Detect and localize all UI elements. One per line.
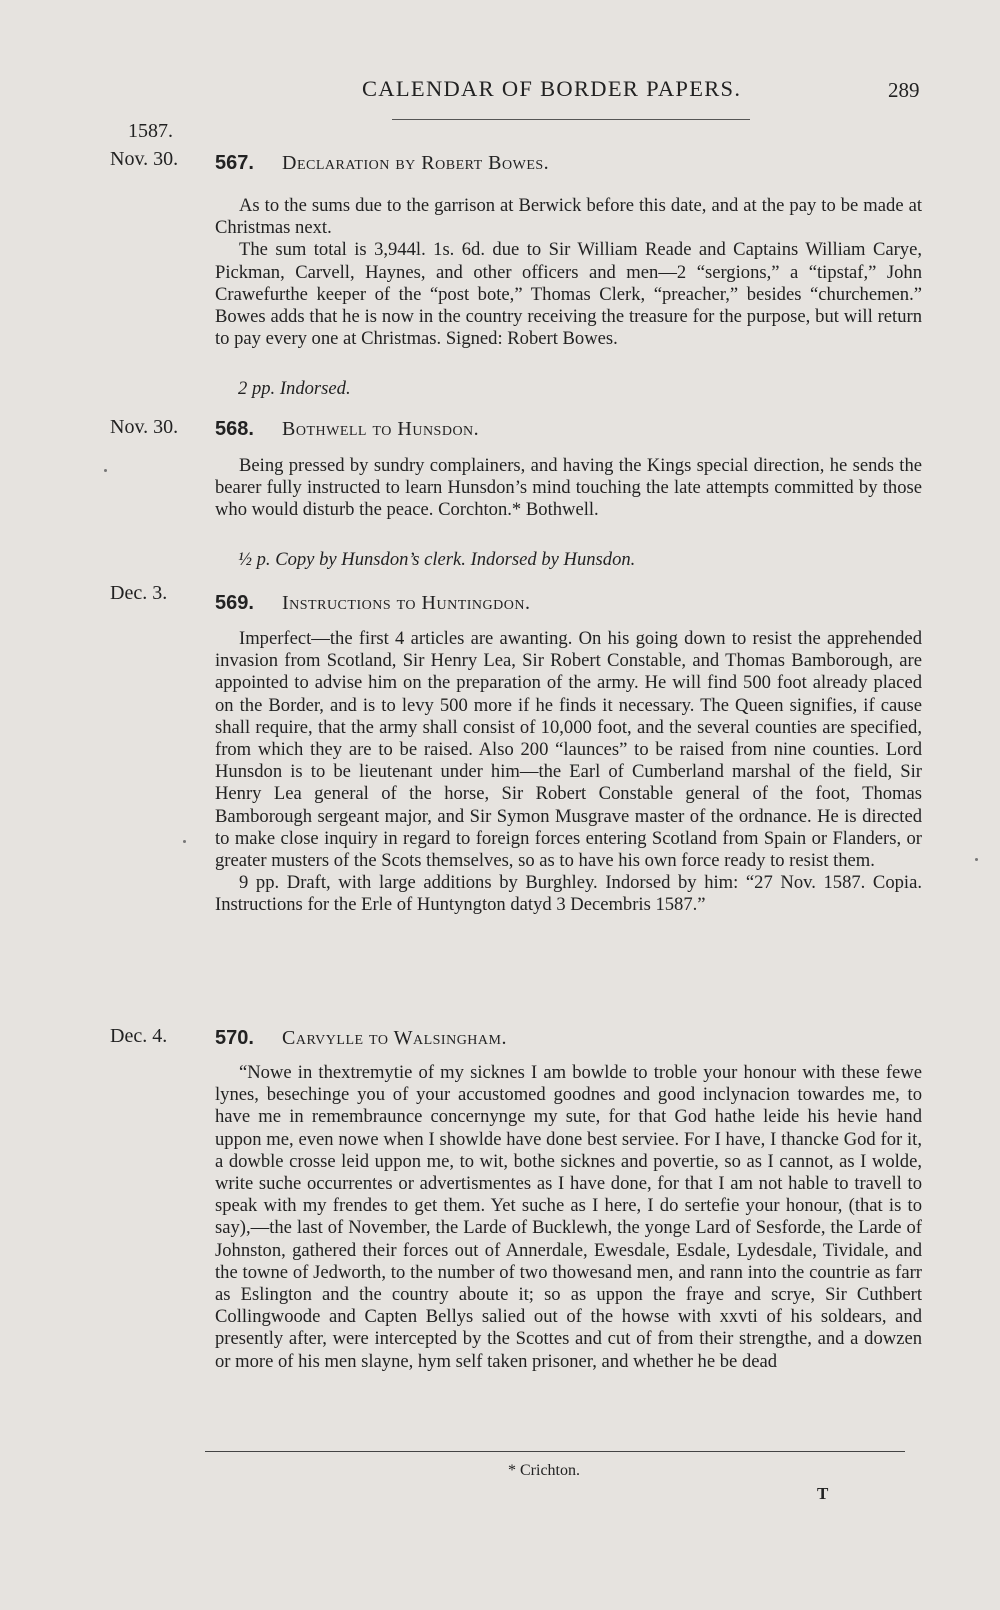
entry-body <box>215 195 922 350</box>
entry-note: ½ p. Copy by Hunsdon’s clerk. Indorsed by Hunsdon. <box>238 549 636 570</box>
page-number: 289 <box>888 78 920 102</box>
entry-body <box>215 1062 922 1373</box>
paragraph: Being pressed by sundry complainers, and having the Kings special direction, he sends the bearer fully instructed to learn Hunsdon’s mind touching the late attempts committed by those who would disturb the peace. Corchton.* Bothwell. <box>215 455 922 521</box>
entry-heading <box>215 152 549 175</box>
entry-title: Bothwell to Hunsdon. <box>282 418 480 440</box>
signature-mark: T <box>817 1484 829 1503</box>
paragraph: As to the sums due to the garrison at Berwick before this date, and at the pay to be made at Christmas next. <box>215 195 922 239</box>
entry-body <box>215 628 922 917</box>
entry-number: 569. <box>215 592 254 614</box>
entry-title: Instructions to Huntingdon. <box>282 592 531 614</box>
entry-note: 2 pp. Indorsed. <box>238 378 351 399</box>
entry-title: Declaration by Robert Bowes. <box>282 152 550 174</box>
entry-body <box>215 455 922 522</box>
entry-heading <box>215 592 530 615</box>
entry-number: 568. <box>215 418 254 440</box>
paragraph: Imperfect—the first 4 articles are awanting. On his going down to resist the apprehended invasion from Scotland, Sir Henry Lea, Sir Robert Constable, and Thomas Bamborough, are appointed to advise him on the preparation of the army. He will find 500 foot already placed on the Border, and is to levy 500 more if he finds it necessary. The Queen signifies, if cause shall require, that the army shall consist of 10,000 foot, and the several counties are specified, from which they are to be raised. Also 200 “launces” to be raised from nine counties. Lord Hunsdon is to be lieutenant under him—the Earl of Cumberland marshal of the field, Sir Henry Lea general of the horse, Sir Robert Constable general of the foot, Thomas Bamborough sergeant major, and Sir Symon Musgrave master of the ordnance. He is directed to make close inquiry in regard to foreign forces entering Scotland from Spain or Flanders, or greater musters of the Scots themselves, so as to have his own force ready to resist them. <box>215 628 922 872</box>
page-speck <box>104 469 107 472</box>
footnote: * Crichton. <box>508 1462 580 1479</box>
paragraph: 9 pp. Draft, with large additions by Burghley. Indorsed by him: “27 Nov. 1587. Copia. Instructions for the Erle of Huntyngton datyd 3 Decembris 1587.” <box>215 872 922 916</box>
paragraph: “Nowe in thextremytie of my sicknes I am bowlde to troble your honour with these fewe lynes, besechinge you of your accustomed goodnes and good inclynacion towardes me, to have me in remembraunce concernynge my sute, for that God hathe leide his hevie hand uppon me, even nowe when I showlde have done best serviee. For I have, I thancke God for it, a dowble crosse leid uppon me, to wit, bothe sicknes and povertie, so as I cannot, as I wolde, write suche occurrentes or advertismentes as I have done, for that I am not hable to travell to speak with my frendes to get them. Yet suche as I here, I do sertefie your honour, (that is to say),—the last of November, the Larde of Bucklewh, the yonge Lard of Sesforde, the Larde of Johnston, gathered their forces out of Annerdale, Ewesdale, Esdale, Lydesdale, Tividale, and the towne of Jedworth, to the number of two thowesand men, and rann into the countrie as farr as Eslington and the country aboute it; so as uppon the fraye and scrye, Sir Cuthbert Collingwoode and Capten Bellys salied out of the howse with xxvti of his soldears, and presently after, were intercepted by the Scottes and cut of from their strengthe, and a dowzen or more of his men slayne, hym self taken prisoner, and whether he be dead <box>215 1062 922 1372</box>
entry-heading <box>215 418 479 441</box>
entry-date: Dec. 4. <box>110 1025 168 1047</box>
entry-title: Carvylle to Walsingham. <box>282 1027 507 1049</box>
entry-date: Nov. 30. <box>110 416 179 438</box>
page-speck <box>975 858 978 861</box>
footnote-rule <box>205 1451 905 1452</box>
entry-number: 570. <box>215 1027 254 1049</box>
running-header: CALENDAR OF BORDER PAPERS. <box>362 76 742 101</box>
entry-date: Dec. 3. <box>110 582 168 604</box>
paragraph: The sum total is 3,944l. 1s. 6d. due to Sir William Reade and Captains William Carye, Pickman, Carvell, Haynes, and other officers and men—2 “sergions,” a “tipstaf,” John Crawefurthe keeper of the “post bote,” Thomas Clerk, “preacher,” besides “churchemen.” Bowes adds that he is now in the country receiving the treasure for the purpose, but will return to pay every one at Christmas. Signed: Robert Bowes. <box>215 239 922 350</box>
entry-heading <box>215 1027 507 1050</box>
margin-year: 1587. <box>128 120 173 142</box>
entry-date: Nov. 30. <box>110 148 179 170</box>
header-rule <box>392 119 750 120</box>
entry-number: 567. <box>215 152 254 174</box>
page-speck <box>183 840 186 843</box>
